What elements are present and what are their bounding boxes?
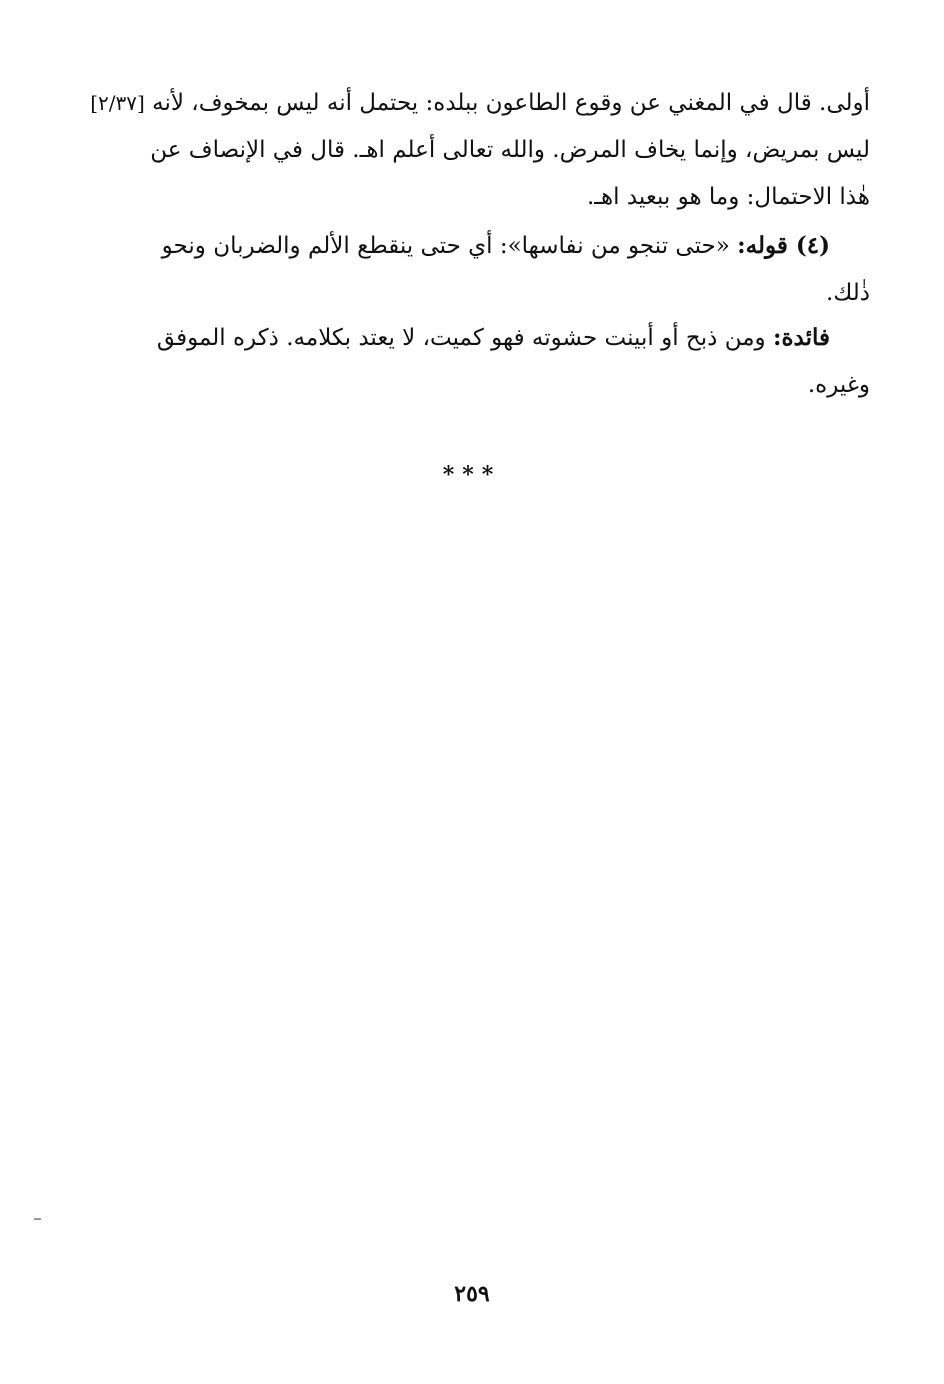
paragraph-footnote-4 bbox=[92, 222, 870, 317]
scan-speck bbox=[34, 1218, 41, 1220]
text-line: ذٰلك. bbox=[826, 280, 870, 306]
text-line bbox=[92, 314, 870, 362]
paragraph-plague-ruling bbox=[92, 80, 870, 221]
text-line-content: ومن ذبح أو أبينت حشوته فهو كميت، لا يعتد بكلامه. ذكره الموفق bbox=[156, 325, 766, 351]
note-label: فائدة: bbox=[772, 324, 830, 351]
text-line bbox=[92, 222, 870, 270]
page-number: ٢٥٩ bbox=[454, 1281, 490, 1307]
text-line: ليس بمريض، وإنما يخاف المرض. والله تعالى أعلم اهـ. قال في الإنصاف عن bbox=[150, 137, 870, 163]
text-line-content: أولى. قال في المغني عن وقوع الطاعون ببلده: يحتمل أنه ليس بمخوف، لأنه bbox=[152, 90, 870, 116]
margin-reference: [٢/٣٧] bbox=[90, 91, 145, 115]
paragraph-benefit-note bbox=[92, 314, 870, 409]
text-line: وغيره. bbox=[807, 372, 870, 398]
text-line-content: «حتى تنجو من نفاسها»: أي حتى ينقطع الألم والضربان ونحو bbox=[161, 233, 730, 259]
text-line bbox=[92, 80, 870, 127]
section-separator: *** bbox=[442, 462, 502, 488]
text-line: هٰذا الاحتمال: وما هو ببعيد اهـ. bbox=[586, 184, 870, 210]
footnote-label: (٤) قوله: bbox=[737, 232, 830, 259]
